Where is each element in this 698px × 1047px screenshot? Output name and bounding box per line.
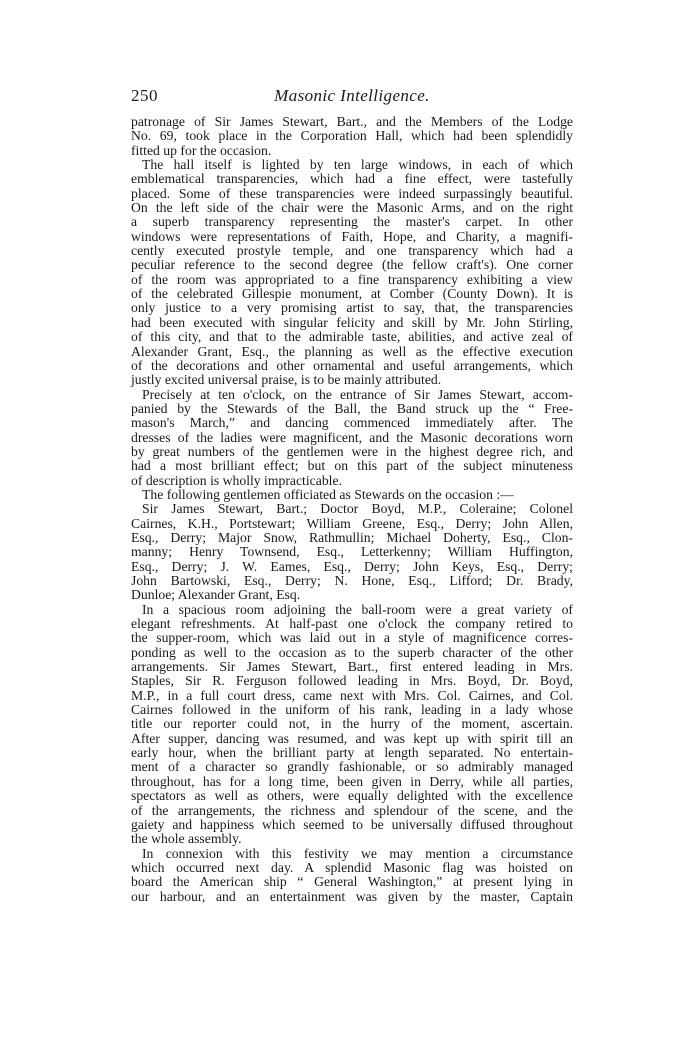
page-number: 250 [131, 86, 158, 105]
text-line: emblematical transparencies, which had a fine effect, were tastefully [131, 171, 573, 187]
text-line: Cairnes followed in the uniform of his rank, leading in a lady whose [131, 702, 573, 718]
text-line: title our reporter could not, in the hurry of the moment, ascertain. [131, 716, 573, 732]
text-line: In a spacious room adjoining the ball-room were a great variety of [142, 601, 573, 617]
text-line: fitted up for the occasion. [131, 142, 272, 158]
text-line: only justice to a very promising artist to say, that, the transparencies [131, 300, 573, 316]
text-line: mason's March,” and dancing commenced immediately after. The [131, 415, 573, 431]
text-line: early hour, when the brilliant party at length separated. No entertain- [131, 745, 573, 761]
text-line: placed. Some of these transparencies were indeed surpassingly beautiful. [131, 185, 573, 201]
text-line: of the room was appropriated to a fine transparency exhibiting a view [131, 271, 573, 287]
text-line: which occurred next day. A splendid Masonic flag was hoisted on [131, 859, 573, 875]
text-line: of description is wholly impracticable. [131, 472, 342, 488]
text-line: spectators as well as others, were equally delighted with the excellence [131, 788, 573, 804]
text-line: dresses of the ladies were magnificent, and the Masonic decorations worn [131, 429, 573, 445]
text-line: The hall itself is lighted by ten large windows, in each of which [142, 157, 573, 173]
text-line: ponding as well to the occasion as to the superb character of the other [131, 644, 573, 660]
text-line: On the left side of the chair were the Masonic Arms, and on the right [131, 200, 573, 216]
paragraph [131, 603, 573, 847]
text-line: patronage of Sir James Stewart, Bart., and the Members of the Lodge [131, 114, 573, 129]
running-head [131, 86, 573, 110]
text-line: of this city, and that to the admirable taste, abilities, and active zeal of [131, 329, 573, 345]
text-line: of the arrangements, the richness and splendour of the scene, and the [131, 802, 573, 818]
text-line: by great numbers of the gentlemen were in the highest degree rich, and [131, 443, 573, 459]
text-line: Dunloe; Alexander Grant, Esq. [131, 587, 301, 603]
paragraph [131, 488, 573, 502]
text-line: ment of a character so grandly fashionable, or so admirably managed [131, 759, 573, 775]
text-line: board the American ship “ General Washington,” at present lying in [131, 874, 573, 890]
text-line: the supper-room, which was laid out in a style of magnificence corres- [131, 630, 573, 646]
text-line: Esq., Derry; Major Snow, Rathmullin; Michael Doherty, Esq., Clon- [131, 529, 573, 545]
text-line: had a most brilliant effect; but on this part of the subject minuteness [131, 458, 573, 474]
running-title: Masonic Intelligence. [274, 86, 430, 105]
text-line: the whole assembly. [131, 831, 242, 847]
text-line: a superb transparency representing the master's carpet. In other [131, 214, 573, 230]
text-line: elegant refreshments. At half-past one o'clock the company retired to [131, 616, 573, 632]
paragraph [131, 502, 573, 602]
paragraph [131, 388, 573, 488]
text-line: Cairnes, K.H., Portstewart; William Greene, Esq., Derry; John Allen, [131, 515, 573, 531]
text-line: peculiar reference to the second degree (the fellow craft's). One corner [131, 257, 573, 273]
text-line: In connexion with this festivity we may mention a circumstance [142, 845, 573, 861]
text-line: gaiety and happiness which seemed to be universally diffused throughout [131, 816, 573, 832]
text-line: M.P., in a full court dress, came next with Mrs. Col. Cairnes, and Col. [131, 687, 573, 703]
text-line: windows were representations of Faith, Hope, and Charity, a magnifi- [131, 228, 573, 244]
text-line: Sir James Stewart, Bart.; Doctor Boyd, M.P., Coleraine; Colonel [142, 501, 573, 517]
text-line: Precisely at ten o'clock, on the entrance of Sir James Stewart, accom- [142, 386, 573, 402]
paragraph [131, 847, 573, 904]
text-line: manny; Henry Townsend, Esq., Letterkenny; William Huffington, [131, 544, 573, 560]
text-line: After supper, dancing was resumed, and was kept up with spirit till an [131, 730, 573, 746]
text-line: panied by the Stewards of the Ball, the Band struck up the “ Free- [131, 400, 573, 416]
text-line: our harbour, and an entertainment was given by the master, Captain [131, 888, 573, 904]
text-line: arrangements. Sir James Stewart, Bart., first entered leading in Mrs. [131, 659, 573, 675]
paragraph [131, 115, 573, 158]
text-line: Esq., Derry; J. W. Eames, Esq., Derry; John Keys, Esq., Derry; [131, 558, 573, 574]
article-body [131, 115, 573, 904]
text-line: Alexander Grant, Esq., the planning as well as the effective execution [131, 343, 573, 359]
text-line: cently executed prostyle temple, and one transparency which had a [131, 243, 573, 259]
text-line: No. 69, took place in the Corporation Hall, which had been splendidly [131, 128, 573, 144]
text-line: John Bartowski, Esq., Derry; N. Hone, Esq., Lifford; Dr. Brady, [131, 573, 573, 588]
text-line: justly excited universal praise, is to be mainly attributed. [131, 372, 442, 388]
text-line: of the decorations and other ornamental and useful arrangements, which [131, 357, 573, 373]
paragraph [131, 158, 573, 388]
text-line: Staples, Sir R. Ferguson followed leading in Mrs. Boyd, Dr. Boyd, [131, 673, 573, 689]
text-line: of the celebrated Gillespie monument, at Comber (County Down). It is [131, 286, 573, 302]
text-line: had been executed with singular felicity and skill by Mr. John Stirling, [131, 314, 573, 330]
text-line: The following gentlemen officiated as Stewards on the occasion :— [142, 486, 514, 502]
text-line: throughout, has for a long time, been given in Derry, while all parties, [131, 773, 573, 789]
